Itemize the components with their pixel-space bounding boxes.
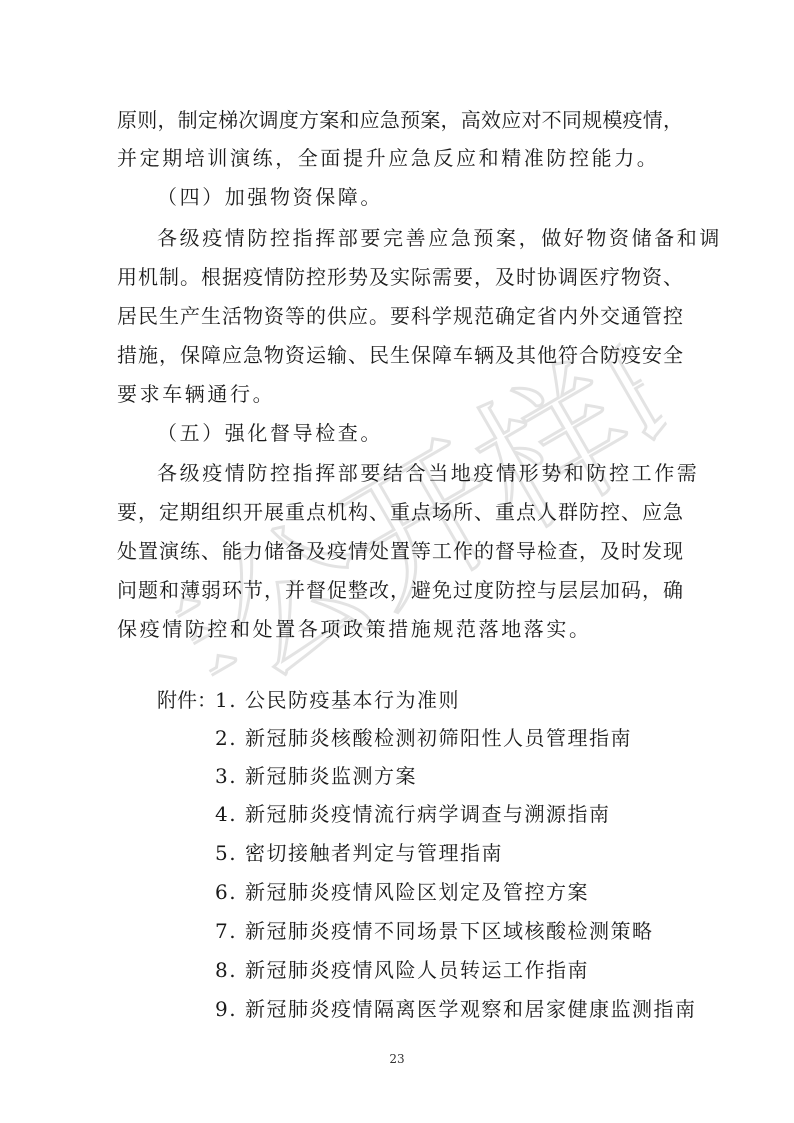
- section-heading-5: （五）强化督导检查。: [157, 421, 383, 445]
- attachment-item-6: 6. 新冠肺炎疫情风险区划定及管控方案: [215, 880, 589, 904]
- attachment-item-5: 5. 密切接触者判定与管理指南: [215, 841, 503, 865]
- watermark-text: 非公开样印: [137, 287, 719, 773]
- attachment-item-7: 7. 新冠肺炎疫情不同场景下区域核酸检测策略: [215, 919, 654, 943]
- body-line-1: 原则，制定梯次调度方案和应急预案，高效应对不同规模疫情，: [117, 108, 683, 132]
- attachment-item-4: 4. 新冠肺炎疫情流行病学调查与溯源指南: [215, 802, 611, 826]
- body-line-11: 要，定期组织开展重点机构、重点场所、重点人群防控、应急: [117, 500, 683, 524]
- attachment-item-1: 1. 公民防疫基本行为准则: [215, 688, 460, 712]
- body-line-7: 措施，保障应急物资运输、民生保障车辆及其他符合防疫安全: [117, 343, 683, 367]
- body-line-4: 各级疫情防控指挥部要完善应急预案，做好物资储备和调: [157, 226, 722, 250]
- attachment-item-3: 3. 新冠肺炎监测方案: [215, 764, 417, 788]
- body-line-2: 并定期培训演练，全面提升应急反应和精准防控能力。: [117, 146, 660, 170]
- section-heading-4: （四）加强物资保障。: [157, 185, 383, 209]
- body-line-8: 要求车辆通行。: [117, 382, 276, 406]
- body-line-14: 保疫情防控和处置各项政策措施规范落地落实。: [117, 617, 592, 641]
- body-line-13: 问题和薄弱环节，并督促整改，避免过度防控与层层加码，确: [117, 578, 683, 602]
- body-line-5: 用机制。根据疫情防控形势及实际需要，及时协调医疗物资、: [117, 265, 683, 289]
- attachments-label: 附件：: [157, 688, 217, 712]
- body-line-12: 处置演练、能力储备及疫情处置等工作的督导检查，及时发现: [117, 539, 683, 563]
- attachment-item-8: 8. 新冠肺炎疫情风险人员转运工作指南: [215, 958, 589, 982]
- attachment-item-2: 2. 新冠肺炎核酸检测初筛阳性人员管理指南: [215, 726, 632, 750]
- body-line-10: 各级疫情防控指挥部要结合当地疫情形势和防控工作需: [157, 461, 700, 485]
- attachment-item-9: 9. 新冠肺炎疫情隔离医学观察和居家健康监测指南: [215, 997, 697, 1021]
- page-number: 23: [389, 1052, 405, 1066]
- body-line-6: 居民生产生活物资等的供应。要科学规范确定省内外交通管控: [117, 304, 683, 328]
